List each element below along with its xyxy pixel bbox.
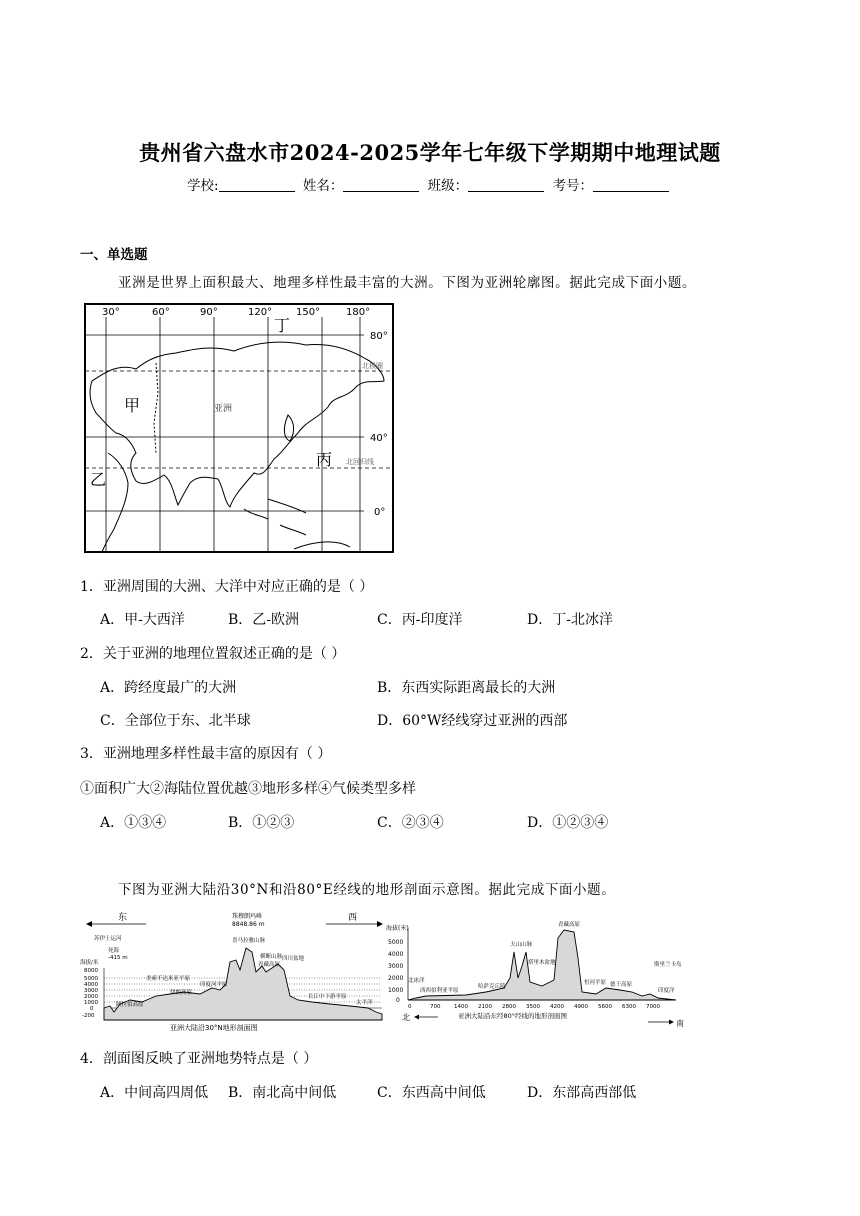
- q1-option-b[interactable]: B．乙-欧洲: [228, 612, 300, 628]
- x-tick: 6300: [622, 1004, 636, 1010]
- y-tick: 2000: [84, 994, 98, 1000]
- x-tick: 7000: [646, 1004, 660, 1010]
- label-iran: 伊朗高原: [170, 990, 193, 996]
- label-suez: 苏伊士运河: [94, 936, 122, 942]
- label-dead-sea: 死海: [108, 948, 120, 954]
- x-tick: 4900: [574, 1004, 588, 1010]
- question-2-stem: 2．关于亚洲的地理位置叙述正确的是（ ）: [80, 646, 346, 662]
- profile-80e-caption: 亚洲大陆沿东经80°经线的地形剖面图: [458, 1012, 568, 1020]
- lon-label: 150°: [296, 307, 321, 318]
- lat-label: 40°: [370, 433, 388, 444]
- profile-80e: [386, 908, 696, 1033]
- label-kazakh: 哈萨克丘陵: [478, 984, 506, 990]
- lon-label: 30°: [102, 307, 120, 318]
- lon-label: 90°: [200, 307, 218, 318]
- y-tick: 0: [396, 997, 400, 1004]
- exam-no-blank[interactable]: [593, 177, 669, 192]
- lon-label: 60°: [152, 307, 170, 318]
- class-blank[interactable]: [468, 177, 544, 192]
- y-tick: 1000: [84, 1000, 98, 1006]
- label-pacific: 太平洋: [356, 1000, 373, 1006]
- q4-option-c[interactable]: C．东西高中间低: [377, 1085, 486, 1101]
- q2-option-a[interactable]: A．跨经度最广的大洲: [100, 680, 237, 696]
- label-mesopotamia: 美索不达米亚平原: [146, 976, 191, 982]
- y-tick: 0: [90, 1006, 94, 1012]
- y-tick: 8000: [84, 968, 98, 974]
- school-blank[interactable]: [219, 177, 295, 192]
- label-west: 西: [348, 913, 358, 923]
- label-indian-ocean: 印度洋: [658, 988, 675, 994]
- label-ding: 丁: [274, 316, 291, 335]
- question-4-stem: 4．剖面图反映了亚洲地势特点是（ ）: [80, 1051, 318, 1067]
- label-tianshan: 天山山脉: [510, 942, 533, 948]
- name-label: 姓名：: [302, 178, 344, 194]
- label-changjiang: 长江中下游平原: [308, 994, 347, 1000]
- label-tropic: 北回归线: [346, 458, 374, 466]
- x-tick: 0: [408, 1004, 412, 1010]
- y-tick: 5000: [84, 976, 98, 982]
- x-tick: 1400: [454, 1004, 468, 1010]
- q3-option-a[interactable]: A．①③④: [100, 815, 167, 831]
- label-jia: 甲: [124, 396, 141, 415]
- class-label: 班级：: [427, 178, 469, 194]
- lat-label: 0°: [374, 507, 386, 518]
- section-heading: 一、单选题: [80, 247, 148, 263]
- x-tick: 5600: [598, 1004, 612, 1010]
- label-himalaya: 喜马拉雅山脉: [232, 938, 266, 944]
- label-tibet: 青藏高原: [558, 922, 581, 928]
- x-tick: 2800: [502, 1004, 516, 1010]
- intro-paragraph-1: 亚洲是世界上面积最大、地理多样性最丰富的大洲。下图为亚洲轮廓图。据此完成下面小题。: [118, 275, 697, 291]
- q2-option-c[interactable]: C．全部位于东、北半球: [100, 713, 251, 729]
- question-3-stem: 3．亚洲地理多样性最丰富的原因有（ ）: [80, 746, 332, 762]
- page-title: 贵州省六盘水市2024-2025学年七年级下学期期中地理试题: [139, 140, 721, 165]
- lon-label: 120°: [248, 307, 273, 318]
- q1-option-d[interactable]: D．丁-北冰洋: [527, 612, 613, 628]
- label-dead-sea-depth: -415 m: [108, 955, 128, 961]
- q2-option-d[interactable]: D．60°W经线穿过亚洲的西部: [377, 713, 568, 729]
- label-yi: 乙: [90, 470, 107, 489]
- label-sri-lanka: 斯里兰卡岛: [654, 962, 682, 968]
- name-blank[interactable]: [343, 177, 419, 192]
- y-tick: 5000: [388, 939, 404, 946]
- y-tick: 3000: [388, 963, 404, 970]
- q4-option-b[interactable]: B．南北高中间低: [228, 1085, 337, 1101]
- y-tick: 4000: [84, 982, 98, 988]
- x-tick: 4200: [550, 1004, 564, 1010]
- profile-30n: [80, 908, 385, 1033]
- label-tarim: 塔里木盆地: [528, 960, 556, 966]
- label-qingzang: 青藏高原: [258, 962, 281, 968]
- label-north: 北: [402, 1013, 410, 1022]
- q4-option-a[interactable]: A．中间高四周低: [100, 1085, 209, 1101]
- label-hengduan: 横断山脉: [260, 954, 283, 960]
- question-1-stem: 1．亚洲周围的大洲、大洋中对应正确的是（ ）: [80, 579, 374, 595]
- q4-option-d[interactable]: D．东部高西部低: [527, 1085, 637, 1101]
- school-label: 学校:: [187, 178, 219, 194]
- y-tick: 3000: [84, 988, 98, 994]
- asia-outline-map: [84, 303, 394, 553]
- q1-option-a[interactable]: A．甲-大西洋: [100, 612, 185, 628]
- q2-option-b[interactable]: B．东西实际距离最长的大洲: [377, 680, 556, 696]
- y-tick: 2000: [388, 975, 404, 982]
- y-tick: -200: [82, 1013, 95, 1019]
- label-ganges: 恒河平原: [584, 980, 607, 986]
- x-tick: 700: [430, 1004, 441, 1010]
- label-south: 南: [676, 1019, 684, 1028]
- label-arctic-circle: 北极圈: [362, 362, 383, 370]
- x-tick: 3500: [526, 1004, 540, 1010]
- y-tick: 4000: [388, 951, 404, 958]
- y-axis-label: 海拔/米: [80, 960, 99, 966]
- profile-30n-caption: 亚洲大陆沿30°N地形剖面图: [170, 1024, 258, 1032]
- exam-no-label: 考号：: [552, 178, 593, 194]
- label-sichuan: 四川盆地: [282, 956, 305, 962]
- profile-30n-terrain: [104, 948, 382, 1020]
- label-everest: 珠穆朗玛峰: [232, 913, 263, 920]
- q3-option-c[interactable]: C．②③④: [377, 815, 444, 831]
- y-tick: 1000: [388, 987, 404, 994]
- q3-option-d[interactable]: D．①②③④: [527, 815, 609, 831]
- label-bing: 丙: [316, 450, 333, 469]
- question-3-note: ①面积广大②海陆位置优越③地形多样④气候类型多样: [80, 781, 416, 797]
- label-indus: 印度河平原: [200, 982, 228, 988]
- lon-label: 180°: [346, 307, 371, 318]
- label-deccan: 德干高原: [610, 982, 633, 988]
- label-east: 东: [118, 913, 128, 923]
- x-tick: 2100: [478, 1004, 492, 1010]
- lat-label: 80°: [370, 331, 388, 342]
- y-axis-label: 海拔(米): [386, 925, 409, 932]
- label-arctic-ocean: 北冰洋: [408, 978, 425, 984]
- q1-option-c[interactable]: C．丙-印度洋: [377, 612, 463, 628]
- q3-option-b[interactable]: B．①②③: [228, 815, 295, 831]
- label-asia: 亚洲: [214, 404, 233, 414]
- student-info-line: [0, 174, 860, 194]
- label-arabian: 阿拉伯高原: [116, 1002, 144, 1008]
- label-everest-height: 8848.86 m: [232, 921, 265, 928]
- intro-paragraph-2: 下图为亚洲大陆沿30°N和沿80°E经线的地形剖面示意图。据此完成下面小题。: [118, 882, 616, 898]
- label-west-siberia: 西西伯利亚平原: [420, 988, 459, 994]
